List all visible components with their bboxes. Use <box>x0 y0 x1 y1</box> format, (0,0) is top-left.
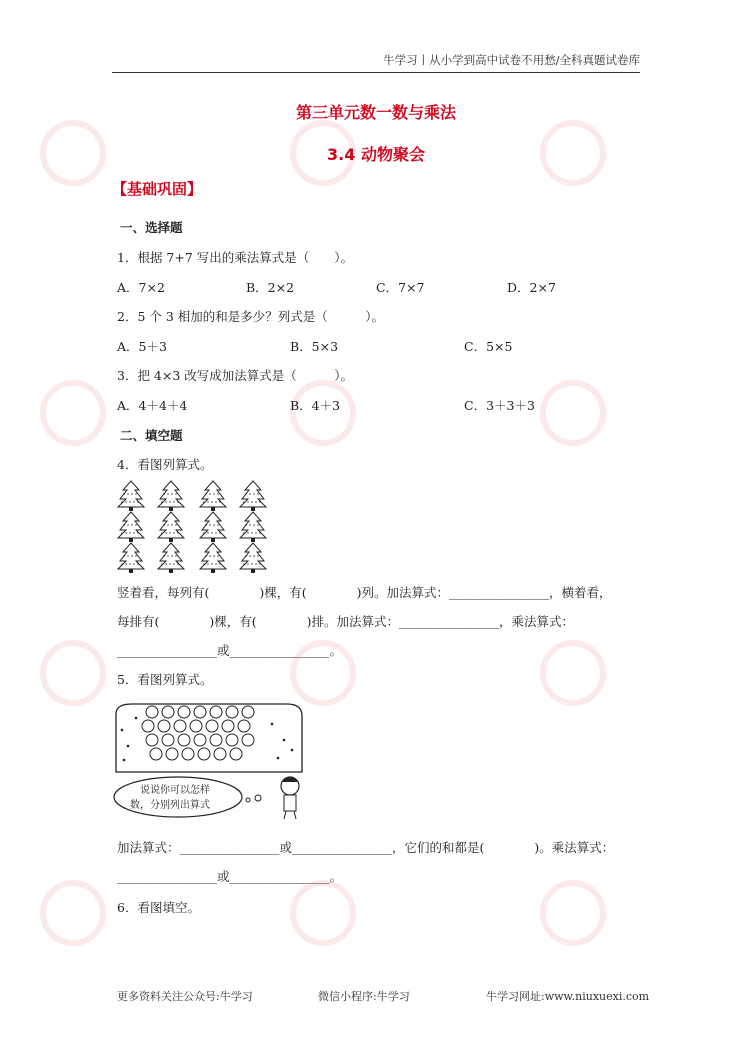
footer-right: 牛学习网址:www.niuxuexi.com <box>486 990 650 1003</box>
bubble-text-1: 说说你可以怎样 <box>140 785 210 796</box>
question-6-stem: 6．看图填空。 <box>117 900 200 915</box>
q2-option-b: B．5×3 <box>290 339 339 354</box>
part-heading-fill: 二、填空题 <box>120 428 183 443</box>
watermark-logo <box>290 380 370 460</box>
question-5-line-2: ________________或________________。 <box>117 869 343 884</box>
q3-option-b: B．4＋3 <box>290 398 341 413</box>
page-header <box>112 52 640 73</box>
question-5-line-1: 加法算式：________________或________________，它们的和都是( )。乘法算式： <box>117 840 615 855</box>
lesson-title: 3.4 动物聚会 <box>327 145 425 164</box>
animal-gathering-figure <box>112 700 312 820</box>
q3-option-a: A．4＋4＋4 <box>117 398 188 413</box>
tree-grid-figure <box>117 480 273 574</box>
bubble-text-2: 数，分别列出算式 <box>130 800 210 811</box>
question-2-stem: 2．5 个 3 相加的和是多少？列式是（ ）。 <box>117 309 385 324</box>
watermark-logo <box>540 640 620 720</box>
q1-option-a: A．7×2 <box>117 280 165 295</box>
question-4-line-2: 每排有( )棵，有( )排。加法算式：________________，乘法算式： <box>117 614 575 629</box>
question-5-stem: 5．看图列算式。 <box>117 672 213 687</box>
question-4-stem: 4．看图列算式。 <box>117 457 213 472</box>
animal-gathering-svg <box>112 700 312 820</box>
footer-left: 更多资料关注公众号:牛学习 <box>117 990 253 1003</box>
watermark-logo <box>540 880 620 960</box>
question-1-stem: 1．根据 7+7 写出的乘法算式是（ ）。 <box>117 250 354 265</box>
part-heading-choice: 一、选择题 <box>120 220 183 235</box>
watermark-logo <box>540 380 620 460</box>
q2-option-c: C．5×5 <box>464 339 513 354</box>
q3-option-c: C．3＋3＋3 <box>464 398 535 413</box>
header-text: 牛学习丨从小学到高中试卷不用愁/全科真题试卷库 <box>383 53 640 67</box>
watermark-logo <box>290 880 370 960</box>
q1-option-d: D．2×7 <box>507 280 556 295</box>
watermark-logo <box>40 380 120 460</box>
page-title: 第三单元数一数与乘法 <box>295 103 456 122</box>
q2-option-a: A．5＋3 <box>117 339 167 354</box>
watermark-logo <box>40 640 120 720</box>
section-heading: 【基础巩固】 <box>112 180 203 198</box>
tree-grid-svg <box>117 480 273 574</box>
question-4-line-1: 竖着看，每列有( )棵，有( )列。加法算式：________________，横着看， <box>117 585 612 600</box>
q1-option-b: B．2×2 <box>246 280 295 295</box>
watermark-logo <box>40 880 120 960</box>
footer-mid: 微信小程序:牛学习 <box>318 990 410 1003</box>
q1-option-c: C．7×7 <box>376 280 425 295</box>
question-3-stem: 3．把 4×3 改写成加法算式是（ ）。 <box>117 368 354 383</box>
question-4-line-3: ________________或________________。 <box>117 643 343 658</box>
